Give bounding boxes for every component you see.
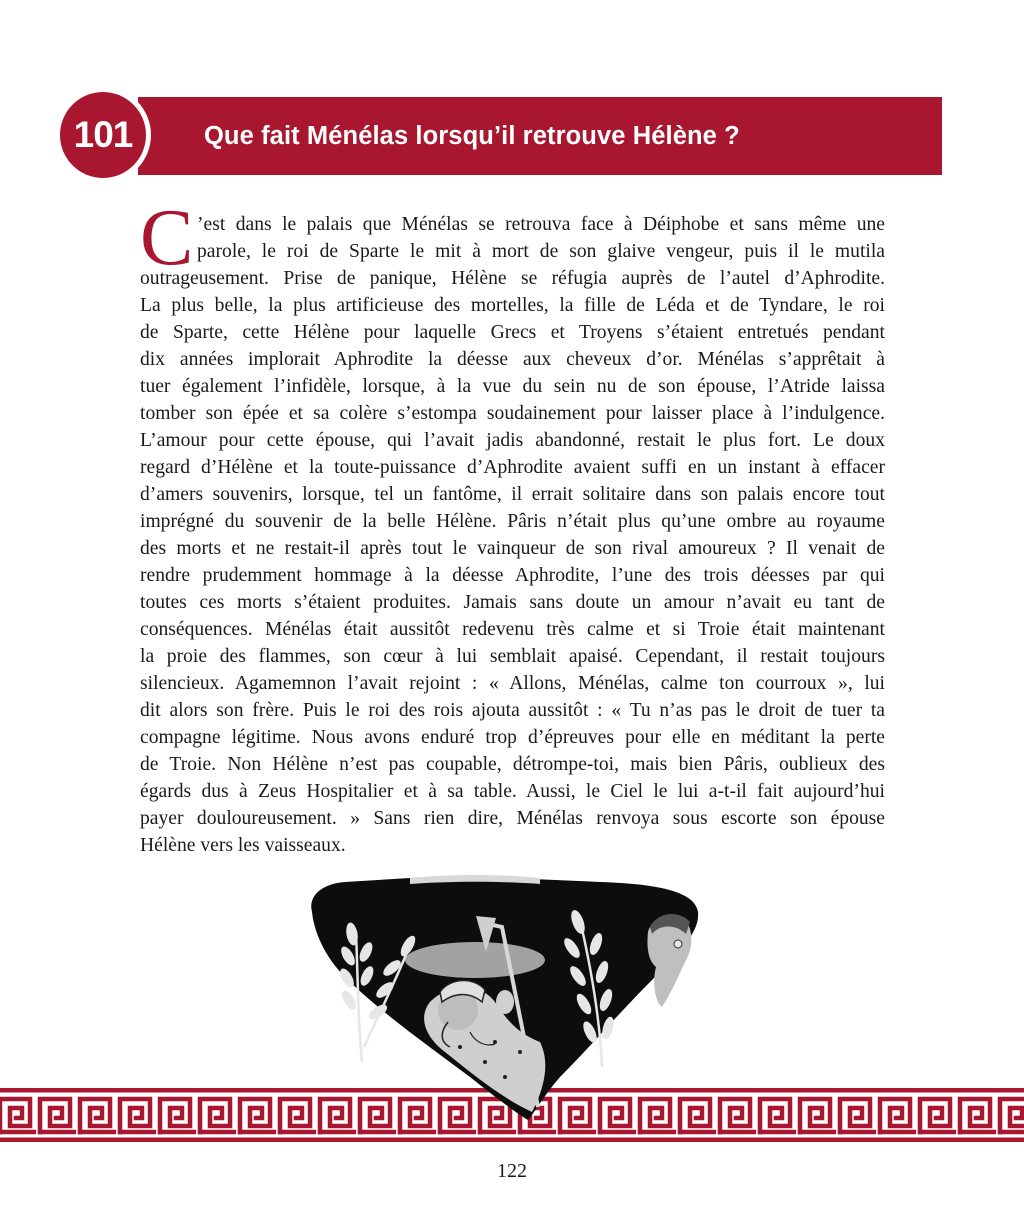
text-line: tomber son épée et sa colère s’estompa soudainement pour laisser place à l’indulgence. (140, 403, 885, 424)
text-line: d’amers souvenirs, lorsque, tel un fantôme, il errait solitaire dans son palais encore tout (140, 484, 885, 505)
text-line: toutes ces morts s’étaient produites. Jamais sans doute un amour n’avait eu tant de (140, 592, 885, 613)
text-line: dix années implorait Aphrodite la déesse aux cheveux d’or. Ménélas s’apprêtait à (140, 349, 885, 370)
chapter-number-badge: 101 (60, 92, 146, 178)
drop-cap: C (140, 194, 194, 282)
text-line: L’amour pour cette épouse, qui l’avait jadis abandonné, restait le plus fort. Le doux (140, 430, 885, 451)
vase-fragment-illustration (300, 872, 710, 1127)
article-body (140, 211, 885, 859)
text-line: conséquences. Ménélas était aussitôt redevenu très calme et si Troie était maintenant (140, 619, 885, 640)
text-line: rendre prudemment hommage à la déesse Aphrodite, l’une des trois déesses par qui (140, 565, 885, 586)
text-line: silencieux. Agamemnon l’avait rejoint : « Allons, Ménélas, calme ton courroux », lui (140, 673, 885, 694)
text-line: imprégné du souvenir de la belle Hélène. Pâris n’était plus qu’une ombre au royaume (140, 511, 885, 532)
text-line: égards dus à Zeus Hospitalier et à sa table. Aussi, le Ciel le lui a-t-il fait aujourd’hui (140, 781, 885, 802)
chapter-title-banner (138, 97, 942, 175)
text-line: compagne légitime. Nous avons enduré trop d’épreuves pour elle en méditant la perte (140, 727, 885, 748)
text-line: ’est dans le palais que Ménélas se retrouva face à Déiphobe et sans même une (197, 214, 885, 235)
text-line: parole, le roi de Sparte le mit à mort de son glaive vengeur, puis il le mutila (197, 241, 885, 262)
text-line: de Sparte, cette Hélène pour laquelle Grecs et Troyens s’étaient entretués pendant (140, 322, 885, 343)
page-number: 122 (497, 1160, 527, 1182)
text-line: la proie des flammes, son cœur à lui semblait apaisé. Cependant, il restait toujours (140, 646, 885, 667)
text-line: de Troie. Non Hélène n’est pas coupable, détrompe-toi, mais bien Pâris, oublieux des (140, 754, 885, 775)
text-line: outrageusement. Prise de panique, Hélène se réfugia auprès de l’autel d’Aphrodite. (140, 268, 885, 289)
chapter-title: Que fait Ménélas lorsqu’il retrouve Hélène ? (204, 122, 740, 150)
text-line: des morts et ne restait-il après tout le vainqueur de son rival amoureux ? Il venait de (140, 538, 885, 559)
text-line: regard d’Hélène et la toute-puissance d’Aphrodite avaient suffi en un instant à effacer (140, 457, 885, 478)
text-line: dit alors son frère. Puis le roi des rois ajouta aussitôt : « Tu n’as pas le droit de tuer ta (140, 700, 885, 721)
text-line: payer douloureusement. » Sans rien dire, Ménélas renvoya sous escorte son épouse (140, 808, 885, 829)
text-line: Hélène vers les vaisseaux. (140, 835, 346, 856)
text-line: tuer également l’infidèle, lorsque, à la vue du sein nu de son épouse, l’Atride laissa (140, 376, 885, 397)
text-line: La plus belle, la plus artificieuse des mortelles, la fille de Léda et de Tyndare, le roi (140, 295, 885, 316)
